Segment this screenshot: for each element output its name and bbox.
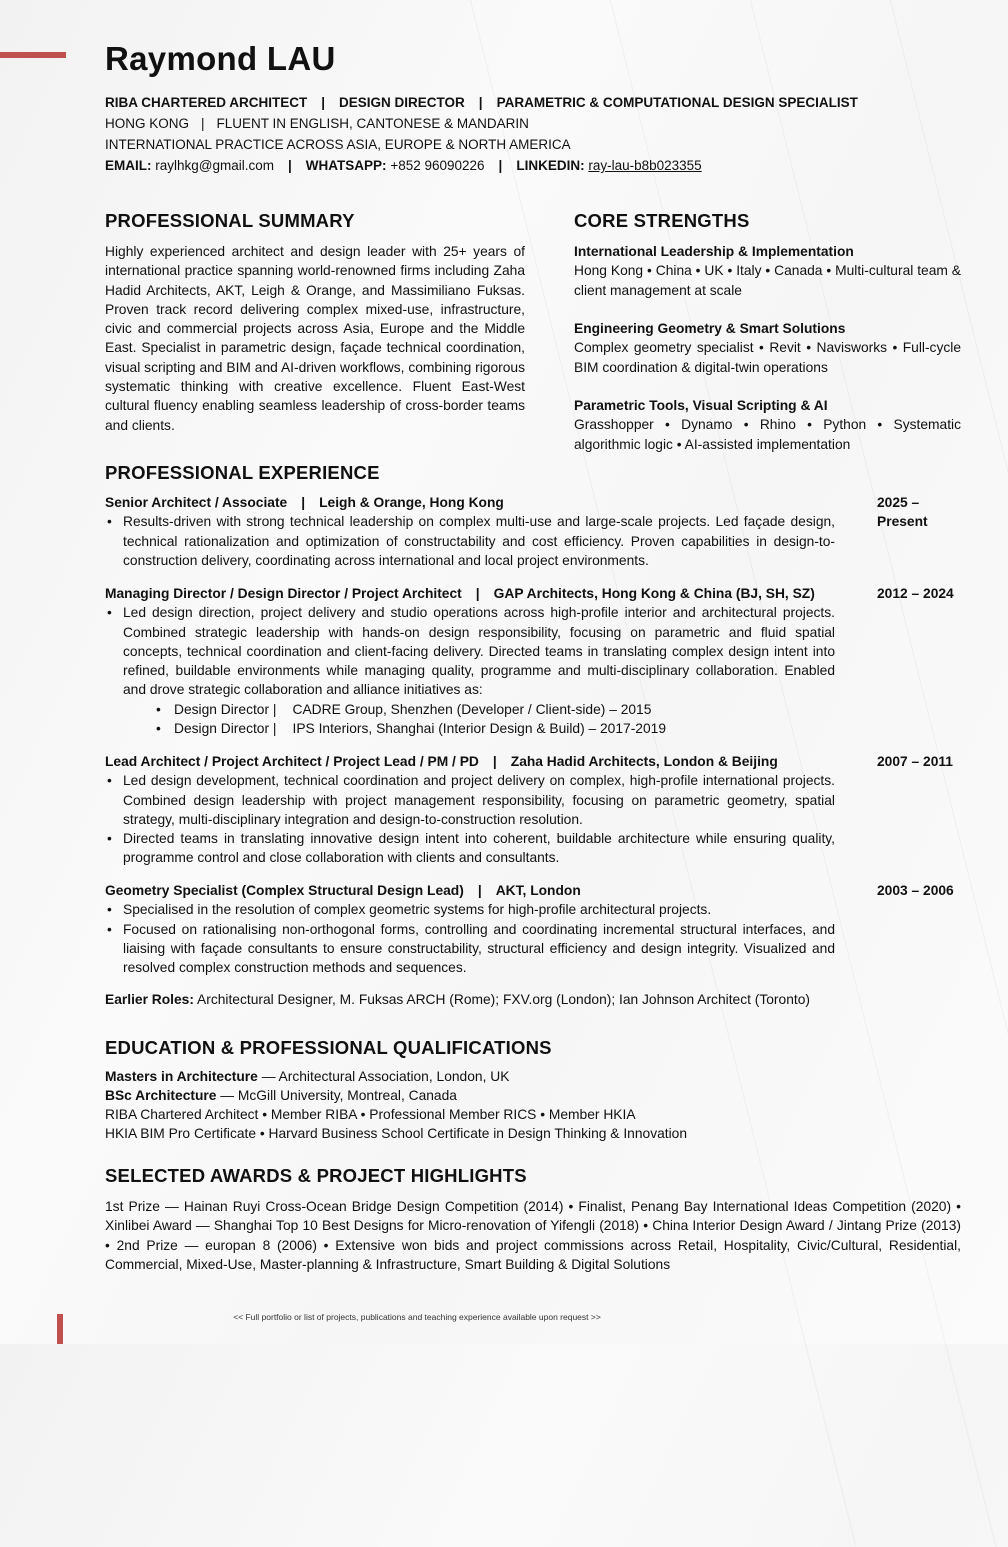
job-title: Geometry Specialist (Complex Structural Design Lead) | AKT, London [105,883,581,898]
strength-text: Complex geometry specialist • Revit • Navisworks • Full-cycle BIM coordination & digital-twin operations [574,340,961,375]
strength-title: Engineering Geometry & Smart Solutions [574,321,846,336]
experience-heading: PROFESSIONAL EXPERIENCE [105,462,380,483]
job-entry [105,584,961,738]
earlier-roles-text: Architectural Designer, M. Fuksas ARCH (Rome); FXV.org (London); Ian Johnson Architect (Toronto) [197,992,810,1007]
summary-text: Highly experienced architect and design leader with 25+ years of international practice spanning world-renowned firms including Zaha Hadid Architects, AKT, Leigh & Orange, and Massimiliano Fuksas. Proven track record delivering complex mixed-use, infrastructure, civic and commercial projects across Asia, Europe and the Middle East. Specialist in parametric design, façade technical coordination, visual scripting and BIM and AI-driven workflows, combining rigorous systematic thinking with creative excellence. Fluent East-West cultural fluency enabling seamless leadership of cross-border teams and clients. [105,244,525,433]
degree-item [105,1069,509,1084]
location: HONG KONG [105,116,190,131]
memberships: RIBA Chartered Architect • Member RIBA • Professional Member RICS • Member HKIA [105,1107,636,1122]
linkedin-link[interactable]: ray-lau-b8b023355 [588,158,702,173]
job-role: Geometry Specialist (Complex Structural Design Lead) [105,883,464,898]
title-1: RIBA CHARTERED ARCHITECT [105,95,308,110]
job-firm: GAP Architects, Hong Kong & China (BJ, SH, SZ) [493,586,815,601]
practice-line: INTERNATIONAL PRACTICE ACROSS ASIA, EUROPE & NORTH AMERICA [105,137,571,152]
earlier-roles [105,992,810,1007]
job-bullets [105,512,961,570]
earlier-roles-label: Earlier Roles: [105,992,194,1007]
strength-text: Hong Kong • China • UK • Italy • Canada • Multi-cultural team & client management at scale [574,263,961,298]
job-bullets [105,900,961,977]
job-bullet: • Specialised in the resolution of complex geometric systems for high-profile architectural projects. [105,900,835,919]
job-bullet: • Directed teams in translating innovative design intent into coherent, buildable architecture while ensuring quality, programme control and close collaboration with clients and consultants. [105,829,835,868]
job-bullet: • Led design direction, project delivery and studio operations across high-profile interior and architectural projects. Combined strategic leadership with hands-on design responsibility, focusing on parametric and fluid spatial concepts, technical coordination and client-facing delivery. Directed teams in translating complex design intent into refined, buildable environments while managing quality, programme and multi-disciplinary collaboration. Enabled and drove strategic collaboration and alliance initiatives as: [105,603,835,699]
certificates: HKIA BIM Pro Certificate • Harvard Business School Certificate in Design Thinking & Innovation [105,1126,688,1141]
alliance-item [105,700,961,719]
job-title: Lead Architect / Project Architect / Project Lead / PM / PD | Zaha Hadid Architects, London & Beijing [105,754,778,769]
job-date: 2012 – 2024 [877,586,954,601]
job-bullet: • Led design development, technical coordination and project delivery on complex, high-profile international projects. Combined design leadership with project management responsibility, focusing on parametric geometry, spatial strategy, multi-disciplinary integration and design-to-construction resolution. [105,771,835,829]
degree-title: Masters in Architecture [105,1069,258,1084]
accent-bar-top [0,52,66,58]
strength-item [574,242,961,300]
candidate-name: Raymond LAU [105,40,336,77]
alliance-item [105,719,961,738]
job-role: Lead Architect / Project Architect / Project Lead / PM / PD [105,754,479,769]
job-bullet: • Focused on rationalising non-orthogonal forms, controlling and coordinating incremental structural interfaces, and liaising with façade consultants to ensure constructability, structural efficiency and design integrity. Visualized and resolved complex construction methods and sequences. [105,920,835,978]
footer-note: << Full portfolio or list of projects, publications and teaching experience available upon request >> [233,1312,601,1322]
job-entry [105,881,961,977]
languages: FLUENT IN ENGLISH, CANTONESE & MANDARIN [216,116,529,131]
job-date: 2025 – Present [877,495,928,530]
title-2: DESIGN DIRECTOR [339,95,465,110]
strength-item [574,319,961,377]
title-3: PARAMETRIC & COMPUTATIONAL DESIGN SPECIALIST [496,95,858,110]
whatsapp-number[interactable]: +852 96090226 [390,158,485,173]
email-label: EMAIL: [105,158,152,173]
job-firm: AKT, London [495,883,581,898]
degree-item [105,1088,457,1103]
job-entry [105,752,961,868]
alliance-text: CADRE Group, Shenzhen (Developer / Client-side) – 2015 [292,701,652,717]
job-firm: Leigh & Orange, Hong Kong [319,495,504,510]
job-date: 2007 – 2011 [877,754,953,769]
accent-bar-bottom [57,1314,63,1344]
education-heading: EDUCATION & PROFESSIONAL QUALIFICATIONS [105,1037,552,1058]
awards-heading: SELECTED AWARDS & PROJECT HIGHLIGHTS [105,1165,527,1186]
whatsapp-label: WHATSAPP: [305,158,387,173]
degree-text: — McGill University, Montreal, Canada [220,1088,457,1103]
contact-line: EMAIL: raylhkg@gmail.com | WHATSAPP: +852 96090226 | LINKEDIN: ray-lau-b8b023355 [105,158,702,173]
summary-heading: PROFESSIONAL SUMMARY [105,210,355,231]
alliance-text: IPS Interiors, Shanghai (Interior Design & Build) – 2017-2019 [292,721,666,737]
job-entry [105,493,961,570]
email-link[interactable]: raylhkg@gmail.com [155,158,275,173]
location-line: HONG KONG | FLUENT IN ENGLISH, CANTONESE & MANDARIN [105,116,529,131]
linkedin-label: LINKEDIN: [516,158,585,173]
job-firm: Zaha Hadid Architects, London & Beijing [510,754,778,769]
awards-text: 1st Prize — Hainan Ruyi Cross-Ocean Bridge Design Competition (2014) • Finalist, Penang Bay International Ideas Competition (2020) • Xinlibei Award — Shanghai Top 10 Best Designs for Micro-renovation of Yifengli (2018) • China Interior Design Award / Jintang Prize (2013) • 2nd Prize — europan 8 (2006) • Extensive won bids and project commissions across Retail, Hospitality, Civic/Cultural, Residential, Commercial, Mixed-Use, Master-planning & Infrastructure, Smart Building & Digital Solutions [105,1199,961,1272]
strength-text: Grasshopper • Dynamo • Rhino • Python • Systematic algorithmic logic • AI-assisted implementation [574,417,961,452]
job-role: Senior Architect / Associate [105,495,288,510]
job-bullets [105,771,961,867]
professional-titles: RIBA CHARTERED ARCHITECT | DESIGN DIRECTOR | PARAMETRIC & COMPUTATIONAL DESIGN SPECIALIST [105,95,858,110]
job-bullets [105,603,961,699]
degree-title: BSc Architecture [105,1088,217,1103]
strength-item [574,396,961,454]
job-date: 2003 – 2006 [877,883,954,898]
strength-title: Parametric Tools, Visual Scripting & AI [574,398,828,413]
degree-text: — Architectural Association, London, UK [261,1069,510,1084]
alliance-list [105,700,961,739]
strengths-heading: CORE STRENGTHS [574,210,750,231]
job-title: Managing Director / Design Director / Project Architect | GAP Architects, Hong Kong & China (BJ, SH, SZ) [105,586,815,601]
job-title: Senior Architect / Associate | Leigh & Orange, Hong Kong [105,495,504,510]
alliance-role: Design Director | [174,721,277,737]
alliance-role: Design Director | [174,701,277,717]
job-role: Managing Director / Design Director / Project Architect [105,586,462,601]
job-bullet: • Results-driven with strong technical leadership on complex multi-use and large-scale projects. Led façade design, technical rationalization and optimization of constructability and cost efficiency. Proven capabilities in design-to-construction delivery, coordinating across international and local project environments. [105,512,835,570]
strength-title: International Leadership & Implementation [574,244,854,259]
